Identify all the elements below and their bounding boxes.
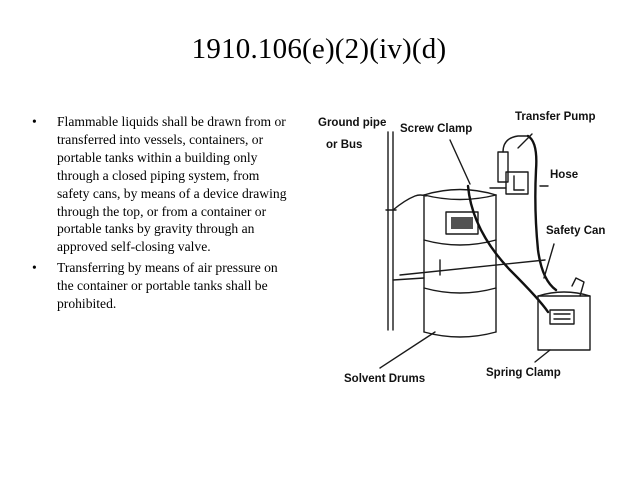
label-or-bus: or Bus (326, 139, 363, 151)
bullet-item (28, 259, 290, 313)
bullet-list (28, 113, 290, 316)
safety-can-illustration (538, 278, 590, 350)
label-safety-can: Safety Can (546, 225, 606, 237)
bullet-marker: • (32, 114, 37, 129)
label-solvent-drums: Solvent Drums (344, 373, 426, 385)
label-screw-clamp: Screw Clamp (400, 123, 473, 135)
label-transfer-pump: Transfer Pump (515, 111, 596, 123)
label-hose: Hose (550, 169, 579, 181)
hose-illustration (528, 136, 556, 290)
transfer-pump-illustration (490, 136, 528, 194)
bullet-text: Flammable liquids shall be drawn from or transferred into vessels, containers, or portable tanks within a building only through a closed piping system, from safety cans, by means of a device drawing through the top, or from a container or portable tanks by gravity through an approved self-closing valve. (57, 114, 287, 255)
grounding-diagram (300, 100, 625, 390)
bullet-item (28, 113, 290, 256)
slide-title: 1910.106(e)(2)(iv)(d) (191, 33, 447, 65)
bullet-marker: • (32, 260, 37, 276)
bonding-wire-illustration (400, 186, 548, 312)
leader-lines (380, 134, 554, 368)
ground-pipe-illustration (386, 132, 396, 330)
bullet-text: Transferring by means of air pressure on the container or portable tanks shall be prohibited. (57, 260, 278, 312)
solvent-drum-illustration (424, 190, 496, 338)
ground-wire-illustration (393, 195, 426, 280)
label-ground-pipe: Ground pipe (318, 117, 387, 129)
label-spring-clamp: Spring Clamp (486, 367, 561, 379)
